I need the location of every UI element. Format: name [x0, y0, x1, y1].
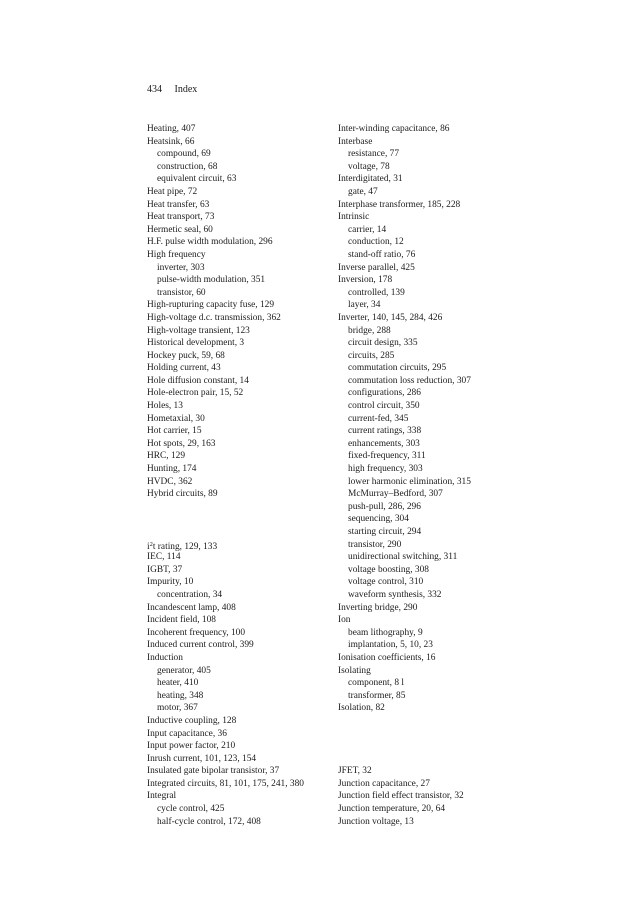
entry-text: lower harmonic elimination, 315: [348, 476, 471, 487]
entry-text: High-voltage transient, 123: [147, 325, 250, 336]
index-subentry: [338, 450, 573, 463]
entry-text: HRC, 129: [147, 451, 186, 462]
entry-text: Junction temperature, 20, 64: [338, 804, 446, 815]
page-number: 434: [147, 84, 162, 95]
entry-text: Hole diffusion constant, 14: [147, 375, 249, 386]
entry-text: concentration, 34: [157, 589, 223, 600]
entry-text: Heat transfer, 63: [147, 199, 210, 210]
entry-text: H.F. pulse width modulation, 296: [147, 237, 273, 248]
index-subentry: [338, 576, 573, 589]
entry-text: voltage, 78: [348, 161, 390, 172]
entry-text: high frequency, 303: [348, 464, 423, 475]
index-subentry: [338, 236, 573, 249]
entry-text: push-pull, 286, 296: [348, 501, 421, 512]
index-subentry: [338, 476, 573, 489]
index-subentry: [338, 413, 573, 426]
entry-prefix: i: [147, 541, 150, 552]
entry-text: pulse-width modulation, 351: [157, 275, 266, 286]
entry-text: sequencing, 304: [348, 514, 409, 525]
entry-text: half-cycle control, 172, 408: [157, 816, 261, 827]
entry-text: transistor, 60: [157, 287, 206, 298]
index-column-right: [338, 123, 573, 828]
index-subentry: [338, 627, 573, 640]
index-entry: [338, 262, 573, 275]
entry-text: circuits, 285: [348, 350, 395, 361]
entry-text: heater, 410: [157, 678, 199, 689]
index-entry: [338, 665, 573, 678]
entry-text: High frequency: [147, 249, 206, 260]
index-entry: [338, 790, 573, 803]
entry-text: Inversion, 178: [338, 275, 393, 286]
index-subentry: [338, 148, 573, 161]
entry-text: Interphase transformer, 185, 228: [338, 199, 461, 210]
entry-text: waveform synthesis, 332: [348, 589, 442, 600]
entry-text: Incident field, 108: [147, 615, 216, 626]
index-subentry: [338, 161, 573, 174]
entry-text: carrier, 14: [348, 224, 387, 235]
index-subentry: [338, 513, 573, 526]
entry-text: Hunting, 174: [147, 464, 197, 475]
entry-text: inverter, 303: [157, 262, 205, 273]
index-entry: [338, 803, 573, 816]
entry-text: IGBT, 37: [147, 564, 183, 575]
entry-text: McMurray–Bedford, 307: [348, 489, 443, 500]
entry-text: beam lithography, 9: [348, 627, 423, 638]
entry-text: transformer, 85: [348, 690, 406, 701]
entry-text: Hybrid circuits, 89: [147, 489, 218, 500]
entry-text: Inverse parallel, 425: [338, 262, 415, 273]
entry-text: Isolating: [338, 665, 371, 676]
index-spacer: [338, 753, 573, 766]
entry-text: Interdigitated, 31: [338, 174, 403, 185]
index-entry: [338, 173, 573, 186]
entry-text: commutation loss reduction, 307: [348, 375, 471, 386]
entry-text: High-voltage d.c. transmission, 362: [147, 312, 281, 323]
entry-text: Junction voltage, 13: [338, 816, 414, 827]
entry-text: voltage boosting, 308: [348, 564, 429, 575]
entry-text: Inverter, 140, 145, 284, 426: [338, 312, 443, 323]
index-subentry: [338, 463, 573, 476]
entry-text: Heating, 407: [147, 124, 196, 134]
index-subentry: [338, 438, 573, 451]
entry-text: Inter-winding capacitance, 86: [338, 124, 450, 134]
index-subentry: [338, 350, 573, 363]
index-subentry: [338, 224, 573, 237]
index-entry: [338, 614, 573, 627]
index-entry: [338, 136, 573, 149]
index-subentry: [338, 425, 573, 438]
entry-text: Hermetic seal, 60: [147, 224, 213, 235]
index-entry: [338, 765, 573, 778]
header-title: Index: [174, 84, 198, 95]
index-entry: [338, 211, 573, 224]
entry-text: conduction, 12: [348, 237, 404, 248]
index-entry: [338, 602, 573, 615]
entry-text: fixed-frequency, 311: [348, 451, 426, 462]
index-subentry: [338, 690, 573, 703]
entry-text: generator, 405: [157, 665, 211, 676]
entry-text: Incandescent lamp, 408: [147, 602, 236, 613]
entry-text: configurations, 286: [348, 388, 421, 399]
entry-text: Inductive coupling, 128: [147, 715, 237, 726]
entry-text: Holes, 13: [147, 401, 183, 412]
entry-text: t rating, 129, 133: [152, 541, 218, 552]
entry-text: resistance, 77: [348, 149, 400, 160]
index-subentry: [338, 375, 573, 388]
index-entry: [338, 778, 573, 791]
entry-text: Integral: [147, 791, 177, 802]
entry-text: HVDC, 362: [147, 476, 193, 487]
entry-text: Insulated gate bipolar transistor, 37: [147, 766, 280, 777]
index-subentry: [338, 551, 573, 564]
index-subentry: [338, 501, 573, 514]
index-subentry: [338, 249, 573, 262]
entry-superscript: 2: [149, 540, 153, 548]
entry-text: layer, 34: [348, 300, 381, 311]
entry-text: bridge, 288: [348, 325, 391, 336]
entry-text: component, 8 l: [348, 678, 404, 689]
entry-text: High-rupturing capacity fuse, 129: [147, 300, 275, 311]
entry-text: unidirectional switching, 311: [348, 552, 458, 563]
entry-text: voltage control, 310: [348, 577, 424, 588]
index-entry: [338, 199, 573, 212]
entry-text: Inrush current, 101, 123, 154: [147, 753, 257, 764]
entry-text: stand-off ratio, 76: [348, 249, 416, 260]
entry-text: Impurity, 10: [147, 577, 194, 588]
entry-text: Holding current, 43: [147, 363, 221, 374]
index-subentry: [338, 526, 573, 539]
entry-text: motor, 367: [157, 703, 198, 714]
entry-text: Heat transport, 73: [147, 212, 215, 223]
entry-text: Historical development, 3: [147, 338, 245, 349]
index-subentry: [338, 677, 573, 690]
entry-text: Induction: [147, 652, 183, 663]
entry-text: Incoherent frequency, 100: [147, 627, 246, 638]
index-spacer: [338, 740, 573, 753]
entry-text: IEC, 114: [147, 552, 181, 563]
entry-text: control circuit, 350: [348, 401, 420, 412]
entry-text: cycle control, 425: [157, 804, 225, 815]
entry-text: starting circuit, 294: [348, 527, 422, 537]
entry-text: Intrinsic: [338, 212, 370, 223]
index-subentry: [338, 337, 573, 350]
entry-text: Input power factor, 210: [147, 741, 236, 752]
index-subentry: [338, 362, 573, 375]
entry-text: Input capacitance, 36: [147, 728, 227, 739]
entry-text: Hometaxial, 30: [147, 413, 205, 424]
entry-text: Junction field effect transistor, 32: [338, 791, 464, 802]
entry-text: circuit design, 335: [348, 338, 418, 349]
entry-text: construction, 68: [157, 161, 218, 172]
index-subentry: [338, 564, 573, 577]
entry-text: Interbase: [338, 136, 373, 147]
index-entry: [338, 652, 573, 665]
entry-text: Junction capacitance, 27: [338, 778, 430, 789]
index-subentry: [338, 589, 573, 602]
entry-text: implantation, 5, 10, 23: [348, 640, 433, 651]
entry-text: Induced current control, 399: [147, 640, 254, 651]
entry-text: current ratings, 338: [348, 426, 422, 437]
index-subentry: [338, 539, 573, 552]
entry-text: equivalent circuit, 63: [157, 174, 237, 185]
index-entry: [338, 312, 573, 325]
running-header: [147, 84, 197, 96]
entry-text: JFET, 32: [338, 766, 372, 777]
index-entry: [338, 123, 573, 136]
entry-text: controlled, 139: [348, 287, 405, 298]
entry-text: Hot carrier, 15: [147, 426, 202, 437]
entry-text: Heat pipe, 72: [147, 186, 198, 197]
entry-text: Integrated circuits, 81, 101, 175, 241, 380: [147, 778, 304, 789]
entry-text: Hot spots, 29, 163: [147, 438, 216, 449]
index-subentry: [338, 387, 573, 400]
entry-text: enhancements, 303: [348, 438, 420, 449]
index-subentry: [338, 186, 573, 199]
index-subentry: [338, 287, 573, 300]
entry-text: Ion: [338, 615, 351, 626]
entry-text: gate, 47: [348, 186, 378, 197]
index-subentry: [338, 488, 573, 501]
entry-text: Hole-electron pair, 15, 52: [147, 388, 244, 399]
index-subentry: [338, 400, 573, 413]
entry-text: Inverting bridge, 290: [338, 602, 418, 613]
entry-text: current-fed, 345: [348, 413, 409, 424]
entry-text: Isolation, 82: [338, 703, 385, 714]
entry-text: Hockey puck, 59, 68: [147, 350, 225, 361]
index-entry: [338, 274, 573, 287]
entry-text: Ionisation coefficients, 16: [338, 652, 436, 663]
index-subentry: [338, 639, 573, 652]
index-subentry: [338, 325, 573, 338]
entry-text: heating, 348: [157, 690, 204, 701]
index-entry: [338, 702, 573, 715]
index-spacer: [338, 715, 573, 728]
index-spacer: [338, 728, 573, 741]
index-subentry: [338, 299, 573, 312]
entry-text: Heatsink, 66: [147, 136, 195, 147]
entry-text: compound, 69: [157, 149, 211, 160]
entry-text: commutation circuits, 295: [348, 363, 447, 374]
index-entry: [338, 816, 573, 829]
entry-text: transistor, 290: [348, 539, 402, 550]
